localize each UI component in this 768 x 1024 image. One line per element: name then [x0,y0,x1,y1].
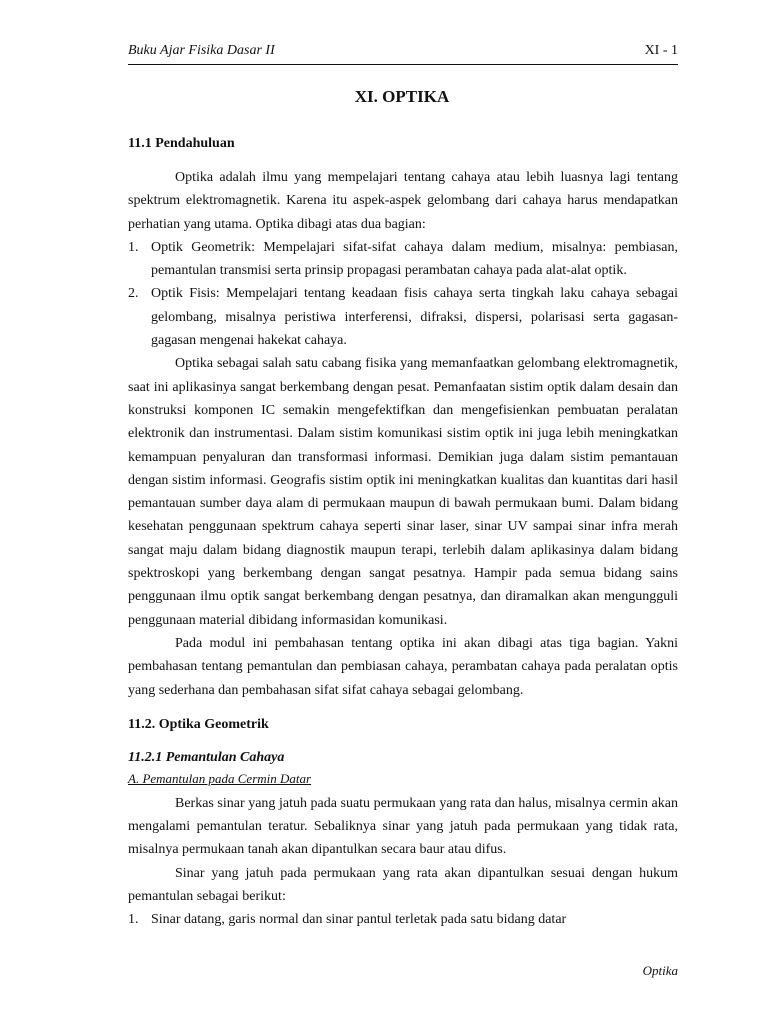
list-item [128,908,678,931]
subsection-heading-pemantulan: 11.2.1 Pemantulan Cahaya [128,749,285,765]
chapter-title: XI. OPTIKA [354,87,450,106]
list-item [128,236,678,283]
list-item-text: Sinar datang, garis normal dan sinar pantul terletak pada satu bidang datar [151,912,567,928]
list-item [128,282,678,352]
list-item-text: Optik Fisis: Mempelajari tentang keadaan fisis cahaya serta tingkah laku cahaya sebagai gelombang, misalnya peristiwa interferensi, difraksi, dispersi, polarisasi serta gagasan-gagasan mengenai hakekat cahaya. [151,286,678,349]
book-title: Buku Ajar Fisika Dasar II [128,43,275,58]
subsubsection-heading-cermin-datar: A. Pemantulan pada Cermin Datar [128,770,312,786]
paragraph: Berkas sinar yang jatuh pada suatu permukaan yang rata dan halus, misalnya cermin akan mengalami pemantulan teratur. Sebaliknya sinar yang jatuh pada permukaan yang tidak rata, misalnya permukaan tanah akan dipantulkan secara baur atau difus. [128,795,678,858]
paragraph: Optika sebagai salah satu cabang fisika yang memanfaatkan gelombang elektromagnetik, saat ini aplikasinya sangat berkembang dengan pesat. Pemanfaatan sistim optik dalam desain dan konstruksi komponen IC semakin mengefektifkan dan mengefisienkan pembuatan peralatan elektronik dan instrumentasi. Dalam sistim komunikasi sistim optik ini juga lebih meningkatkan kemampuan penyaluran dan transformasi informasi. Demikian juga dalam sistim pemantauan dengan sistim informasi. Geografis sistim optik ini meningkatkan kualitas dan kuantitas dari hasil pemantauan sumber daya alam di permukaan maupun di bawah permukaan bumi. Dalam bidang kesehatan penggunaan spektrum cahaya seperti sinar laser, sinar UV sampai sinar infra merah sangat maju dalam bidang diagnostik maupun terapi, terlebih dalam aplikasinya dalam bidang spektroskopi yang berkembang dengan sangat pesatnya. Hampir pada semua bidang sains penggunaan ilmu optik sangat berkembang dengan pesatnya, dan diramalkan akan mengungguli penggunaan material dibidang informasidan komunikasi. [128,356,678,628]
section-heading-optika-geometrik: 11.2. Optika Geometrik [128,716,269,732]
reflection-law-list [128,908,678,931]
optics-division-list [128,236,678,352]
paragraph: Pada modul ini pembahasan tentang optika ini akan dibagi atas tiga bagian. Yakni pembahasan tentang pemantulan dan pembiasan cahaya, perambatan cahaya pada peralatan optis yang sederhana dan pembahasan sifat sifat cahaya sebagai gelombang. [128,635,678,698]
page-header [128,42,678,65]
page-content [128,135,678,932]
paragraph: Sinar yang jatuh pada permukaan yang rata akan dipantulkan sesuai dengan hukum pemantulan sebagai berikut: [128,865,678,905]
section-heading-pendahuluan: 11.1 Pendahuluan [128,136,235,151]
list-number: 2. [128,286,139,302]
page-footer: Optika [642,963,678,978]
list-item-text: Optik Geometrik: Mempelajari sifat-sifat cahaya dalam medium, misalnya: pembiasan, pemantulan transmisi serta prinsip propagasi perambatan cahaya pada alat-alat optik. [151,239,678,279]
list-number: 1. [128,239,139,255]
page-number: XI - 1 [644,43,678,58]
paragraph: Optika adalah ilmu yang mempelajari tentang cahaya atau lebih luasnya lagi tentang spektrum elektromagnetik. Karena itu aspek-aspek gelombang dari cahaya harus mendapatkan perhatian yang utama. Optika dibagi atas dua bagian: [128,170,678,232]
list-number: 1. [128,912,139,928]
